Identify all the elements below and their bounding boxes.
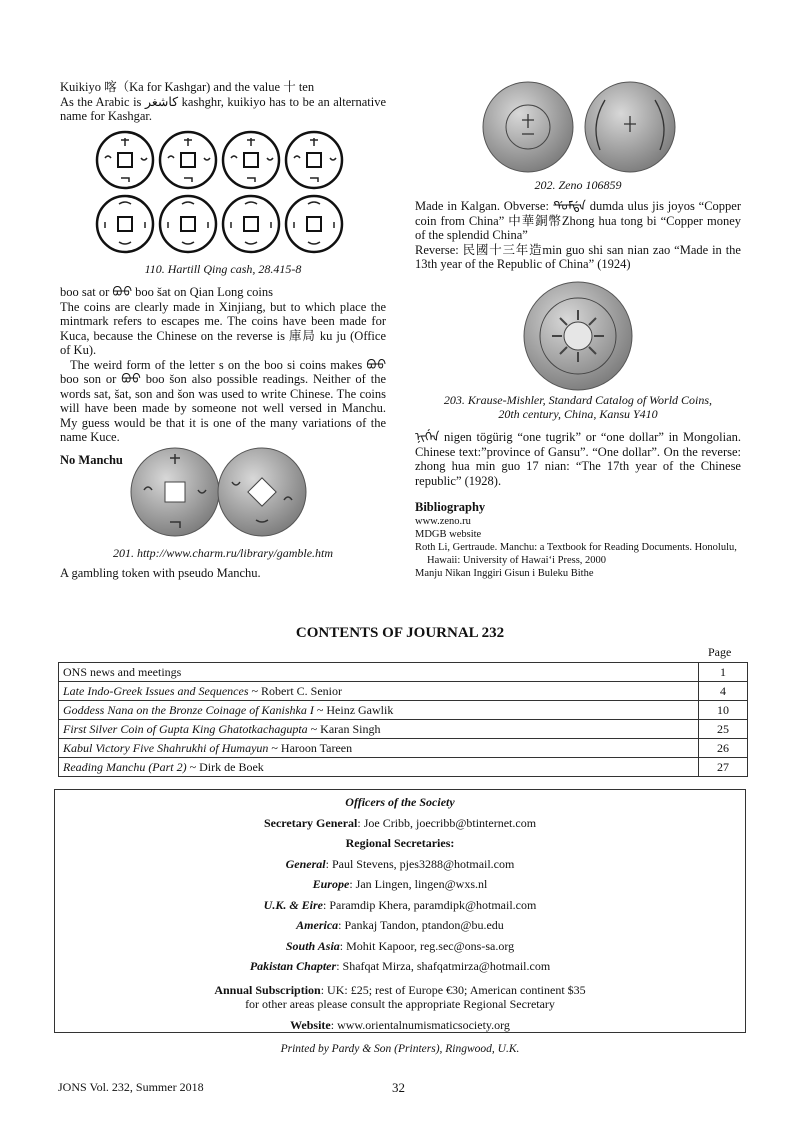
contents-table [58,662,748,777]
contents-row: Kabul Victory Five Shahrukhi of Humayun ~ Haroon Tareen 26 [59,739,748,758]
subscription-note: for other areas please consult the appropriate Regional Secretary [245,996,555,1011]
figure-202-caption: 202. Zeno 106859 [534,178,622,192]
regional-secretary: Europe: Jan Lingen, lingen@wxs.nl [312,877,488,891]
officers-box [54,789,746,1033]
contents-row: Goddess Nana on the Bronze Coinage of Kanishka I ~ Heinz Gawlik 10 [59,701,748,720]
figure-110 [95,130,345,259]
bibliography-heading: Bibliography [415,500,486,514]
qing-cash-coins-image [95,130,345,255]
figure-203 [522,280,634,396]
page-number: 32 [392,1080,405,1095]
journal-footer: JONS Vol. 232, Summer 2018 [58,1080,204,1094]
left-column [60,80,386,124]
bib-entry: MDGB website [415,529,482,540]
regional-secretary: General: Paul Stevens, pjes3288@hotmail.com [285,856,515,871]
figure-201 [130,442,310,546]
kalgan-para: Made in Kalgan. Obverse: ᡩᡠᠮᡩᠠ dumda ulus jis joyos “Copper coin from China” 中華銅幣Zhong hua tong bi “Copper money of the splendid China” [415,199,741,242]
figure-203-caption: 203. Krause-Mishler, Standard Catalog of World Coins, 20th century, China, Kansu Y410 [443,393,713,421]
printed-by: Printed by Pardy & Son (Printers), Ringwood, U.K. [280,1043,520,1055]
boo-sat-line: boo sat or ᠪᠣᠣ boo šat on Qian Long coins [60,285,273,299]
figure-110-caption: 110. Hartill Qing cash, 28.415-8 [144,262,302,276]
regional-secretary: Pakistan Chapter: Shafqat Mirza, shafqatmirza@hotmail.com [249,959,551,973]
bib-entry: Roth Li, Gertraude. Manchu: a Textbook for Reading Documents. Honolulu, Hawaii: University of Hawai‘i Press, 2000 [415,542,737,566]
website: Website: www.orientalnumismaticsociety.org [290,1017,510,1032]
arabic-para: As the Arabic is کاشغر kashghr, kuikiyo has to be an alternative name for Kashgar. [60,94,387,123]
figure-202 [480,80,680,179]
bibliography [415,499,741,580]
contents-row: Late Indo-Greek Issues and Sequences ~ Robert C. Senior 4 [59,682,748,701]
gambling-token-para: A gambling token with pseudo Manchu. [60,566,261,580]
regional-secretary: South Asia: Mohit Kapoor, reg.sec@ons-sa.org [285,938,515,953]
reverse-para: Reverse: 民國十三年造min guo shi san nian zao “Made in the 13th year of the Republic of China” (1924) [415,242,741,271]
weird-form-para: The weird form of the letter s on the boo si coins makes ᠪᠣᠣ boo son or ᠪᠣᠣ boo šon also possible readings. Neither of the words sat, šat, son and šon was used to write Chinese. The coins will have been made by someone not well versed in Manchu. My guess would be that it is one of the many variations of the name Kuce. [60,357,386,444]
kuikiyo-line: Kuikiyo 喀（Ka for Kashgar) and the value 十 ten [60,80,315,94]
no-manchu-heading: No Manchu [60,452,123,467]
contents-row: Reading Manchu (Part 2) ~ Dirk de Boek 27 [59,758,748,777]
right-column-mid [415,430,741,488]
regional-secretary: U.K. & Eire: Paramdip Khera, paramdipk@hotmail.com [263,897,537,912]
secretary-general: Secretary General: Joe Cribb, joecribb@btinternet.com [263,815,537,830]
left-column-mid [60,285,386,467]
right-column-top [415,199,741,272]
regional-heading: Regional Secretaries: [345,836,455,850]
bib-entry: Manju Nikan Inggiri Gisun i Buleku Bithe [415,568,594,579]
xinjiang-para: The coins are clearly made in Xinjiang, but to which place the mintmark refers to escapes me. The coins have been made for Kuca, because the Chinese on the reverse is 庫局 ku ju (Office of Ku). [60,299,386,357]
zeno-coin-image [480,80,680,175]
bib-entry: www.zeno.ru [415,516,471,527]
officers-title: Officers of the Society [345,795,455,809]
contents-row: ONS news and meetings 1 [59,663,748,682]
gambling-token-image [130,442,310,542]
contents-title: CONTENTS OF JOURNAL 232 [295,625,505,641]
regional-secretary: America: Pankaj Tandon, ptandon@bu.edu [296,918,504,932]
figure-201-caption: 201. http://www.charm.ru/library/gamble.htm [112,546,334,560]
annual-subscription: Annual Subscription: UK: £25; rest of Europe €30; American continent $35 [214,982,586,997]
contents-row: First Silver Coin of Gupta King Ghatotkachagupta ~ Karan Singh 25 [59,720,748,739]
page-column-header: Page [708,645,732,659]
tugrik-para: ᠨᡳᡤᡝᠨ nigen tögürig “one tugrik” or “one dollar” in Mongolian. Chinese text:”province of Gansu”. “One dollar”. On the reverse: zhong hua min guo 17 nian: “The 17th year of the Chinese republic” (1928). [415,430,741,488]
kansu-coin-image [522,280,634,392]
